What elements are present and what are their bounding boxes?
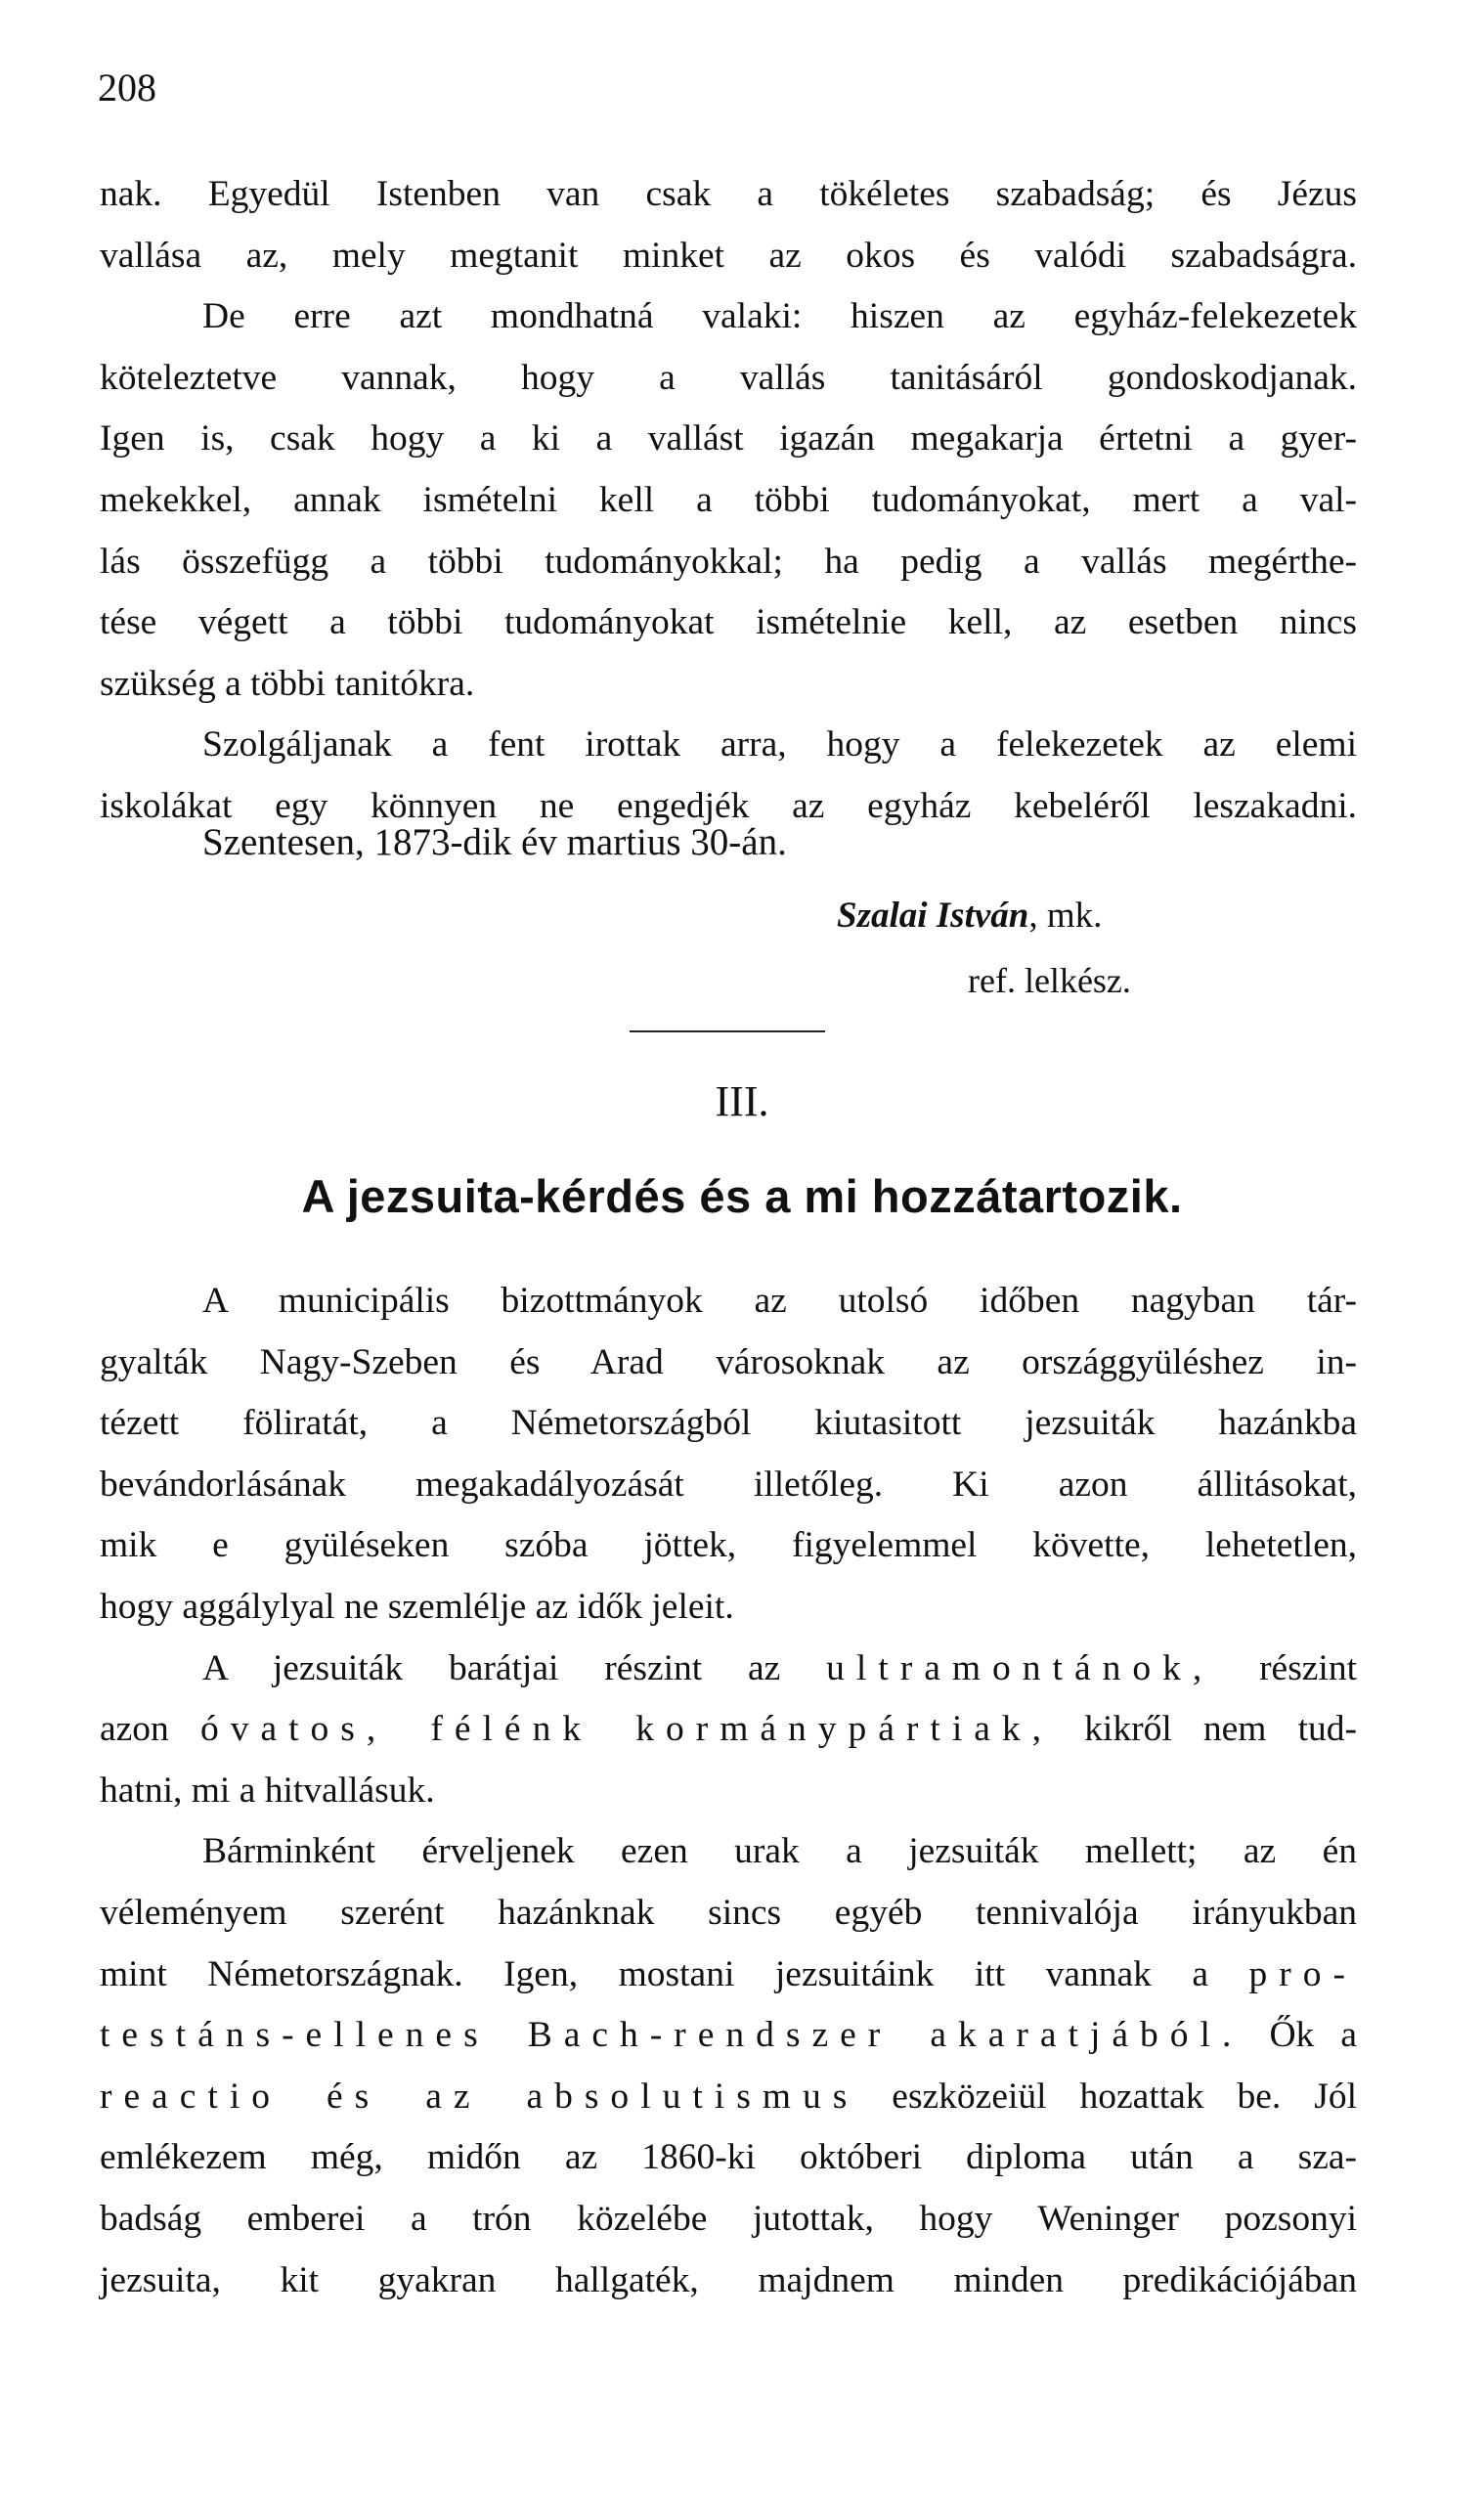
text-line: Bárminként érveljenek ezen urak a jezsuiták mellett; az én	[202, 1831, 1357, 1872]
text-segment: azon	[100, 1709, 169, 1750]
text-block-closing	[100, 164, 1357, 838]
text-line: mik e gyüléseken szóba jöttek, figyelemmel követte, lehetetlen,	[100, 1525, 1357, 1566]
text-line	[100, 1945, 1357, 2006]
text-line: jezsuita, kit gyakran hallgaték, majdnem minden predikációjában	[100, 2259, 1357, 2300]
text-segment: mint Németországnak. Igen, mostani jezsuitáink itt vannak a	[100, 1953, 1209, 1994]
text-line: emlékezem még, midőn az 1860-ki októberi diploma után a sza-	[100, 2137, 1357, 2178]
text-line: tézett föliratát, a Németországból kiutasitott jezsuiták hazánkba	[100, 1403, 1357, 1444]
signature-office: ref. lelkész.	[968, 961, 1131, 1000]
emphasis-spaced: reactio és az absolutismus	[100, 2076, 859, 2117]
page-number: 208	[98, 66, 156, 109]
emphasis-spaced: ultramontánok,	[826, 1647, 1214, 1688]
text-line: A municipális bizottmányok az utolsó időben nagyban tár-	[202, 1281, 1357, 1321]
text-line: hatni, mi a hitvallásuk.	[100, 1770, 435, 1811]
text-line: iskolákat egy könnyen ne engedjék az egyház kebeléről leszakadni.	[100, 785, 1357, 826]
text-line: szükség a többi tanitókra.	[100, 663, 475, 704]
emphasis-spaced: pro-	[1248, 1953, 1358, 1994]
text-line	[100, 2067, 1357, 2128]
text-line: Szolgáljanak a fent irottak arra, hogy a felekezetek az elemi	[202, 724, 1357, 765]
text-block-article	[100, 1271, 1357, 2311]
text-segment: Ők a	[1269, 2015, 1358, 2056]
text-line	[100, 1639, 1357, 1700]
section-divider	[630, 1030, 825, 1032]
text-line: Igen is, csak hogy a ki a vallást igazán megakarja értetni a gyer-	[100, 418, 1357, 459]
text-segment: részint	[1259, 1647, 1358, 1688]
text-line: köteleztetve vannak, hogy a vallás tanitásáról gondoskodjanak.	[100, 357, 1357, 398]
section-number: III.	[715, 1077, 769, 1125]
text-line	[100, 2005, 1357, 2067]
text-line: bevándorlásának megakadályozását illetőleg. Ki azon állitásokat,	[100, 1464, 1357, 1505]
text-line: gyalták Nagy-Szeben és Arad városoknak az országgyüléshez in-	[100, 1341, 1357, 1382]
text-line	[100, 1699, 1357, 1761]
text-segment: A jezsuiták barátjai részint az	[202, 1647, 781, 1688]
text-line: badság emberei a trón közelébe jutottak, hogy Weninger pozsonyi	[100, 2198, 1357, 2239]
text-line: lás összefügg a többi tudományokkal; ha pedig a vallás megérthe-	[100, 541, 1357, 582]
signature-suffix: , mk.	[1028, 896, 1103, 936]
signature-name: Szalai István	[837, 896, 1029, 936]
text-segment: eszközeiül hozattak be. Jól	[892, 2076, 1358, 2117]
emphasis-spaced: testáns-ellenes Bach-rendszer akaratjából.	[100, 2015, 1244, 2056]
text-line: tése végett a többi tudományokat ismételnie kell, az esetben nincs	[100, 602, 1357, 643]
text-line: nak. Egyedül Istenben van csak a tökéletes szabadság; és Jézus	[100, 174, 1357, 214]
section-title: A jezsuita-kérdés és a mi hozzátartozik.	[301, 1170, 1183, 1222]
text-line: véleményem szerént hazánknak sincs egyéb tennivalója irányukban	[100, 1892, 1357, 1933]
text-line: De erre azt mondhatná valaki: hiszen az egyház-felekezetek	[202, 296, 1357, 337]
text-segment: kikről nem tud-	[1084, 1709, 1358, 1750]
text-line: hogy aggálylyal ne szemlélje az idők jeleit.	[100, 1586, 734, 1627]
text-line: vallása az, mely megtanit minket az okos és valódi szabadságra.	[100, 235, 1357, 276]
text-line: mekekkel, annak ismételni kell a többi tudományokat, mert a val-	[100, 479, 1357, 520]
dateline: Szentesen, 1873-dik év martius 30-án.	[202, 821, 787, 863]
emphasis-spaced: óvatos, félénk kormánypártiak,	[199, 1709, 1054, 1750]
signature	[837, 897, 1102, 934]
